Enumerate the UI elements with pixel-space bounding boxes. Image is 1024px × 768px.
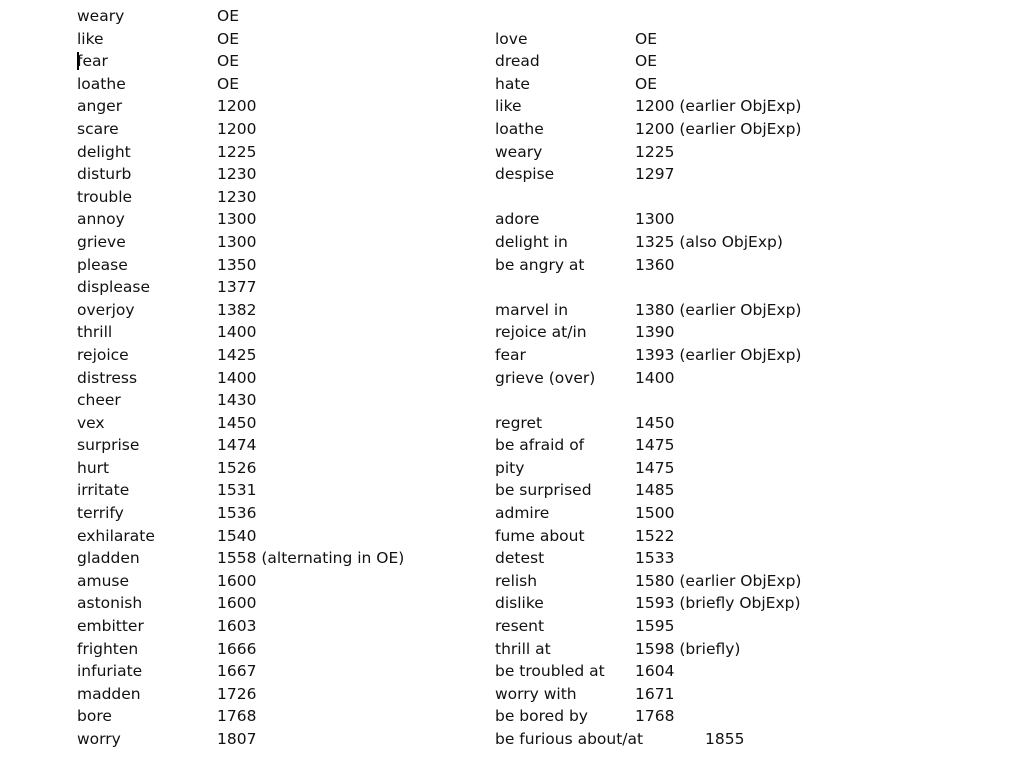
attestation-date: 1390	[635, 323, 675, 342]
right-column	[495, 5, 1005, 751]
verb-word: worry with	[495, 684, 577, 703]
verb-word: amuse	[77, 571, 130, 590]
attestation-date: 1580 (earlier ObjExp)	[635, 571, 802, 590]
verb-word: hate	[495, 74, 530, 93]
verb-word: be surprised	[495, 481, 592, 500]
verb-word: marvel in	[495, 300, 569, 319]
verb-word: dread	[495, 52, 540, 71]
table-row	[77, 254, 477, 277]
table-row	[77, 5, 477, 28]
verb-word: distress	[77, 368, 138, 387]
table-row	[495, 276, 1005, 299]
verb-word: rejoice	[77, 345, 129, 364]
attestation-date: 1377	[217, 278, 257, 297]
verb-word: frighten	[77, 639, 139, 658]
table-row	[495, 660, 1005, 683]
verb-word: grieve	[77, 232, 126, 251]
attestation-date: 1666	[217, 639, 257, 658]
attestation-date: 1360	[635, 255, 675, 274]
table-row	[77, 367, 477, 390]
attestation-date: 1595	[635, 617, 675, 636]
verb-word: terrify	[77, 504, 124, 523]
verb-word: vex	[77, 413, 105, 432]
table-row	[495, 547, 1005, 570]
attestation-date: 1325 (also ObjExp)	[635, 232, 783, 251]
attestation-date: 1400	[217, 323, 257, 342]
table-row	[495, 525, 1005, 548]
table-row	[77, 683, 477, 706]
left-column	[77, 5, 477, 751]
attestation-date: 1200 (earlier ObjExp)	[635, 119, 802, 138]
table-row	[495, 705, 1005, 728]
verb-word: thrill at	[495, 639, 551, 658]
verb-word: please	[77, 255, 128, 274]
table-row	[495, 683, 1005, 706]
table-row	[77, 186, 477, 209]
verb-word: like	[495, 97, 522, 116]
attestation-date: OE	[217, 29, 239, 48]
verb-word: cheer	[77, 391, 121, 410]
verb-word: worry	[77, 730, 121, 748]
verb-word: rejoice at/in	[495, 323, 587, 342]
table-row	[77, 547, 477, 570]
table-row	[77, 321, 477, 344]
table-row	[495, 592, 1005, 615]
attestation-date: 1300	[217, 210, 257, 229]
attestation-date: 1230	[217, 187, 257, 206]
table-row	[77, 73, 477, 96]
verb-word: embitter	[77, 617, 144, 636]
table-row	[495, 5, 1005, 28]
table-row	[495, 367, 1005, 390]
verb-word: loathe	[495, 119, 544, 138]
attestation-date: OE	[635, 74, 657, 93]
verb-word: pity	[495, 458, 525, 477]
verb-word: be angry at	[495, 255, 585, 274]
table-row	[495, 344, 1005, 367]
attestation-date: 1350	[217, 255, 257, 274]
table-row	[495, 389, 1005, 412]
verb-word: displease	[77, 278, 151, 297]
attestation-date: 1600	[217, 594, 257, 613]
attestation-date: 1671	[635, 684, 675, 703]
table-row	[495, 163, 1005, 186]
verb-word: like	[77, 29, 104, 48]
table-row	[495, 728, 1005, 751]
attestation-date: 1425	[217, 345, 257, 364]
table-row	[495, 502, 1005, 525]
verb-word: delight in	[495, 232, 568, 251]
verb-word: astonish	[77, 594, 143, 613]
attestation-date: 1533	[635, 549, 675, 568]
table-row	[77, 502, 477, 525]
attestation-date: 1500	[635, 504, 675, 523]
verb-word: anger	[77, 97, 123, 116]
verb-word: be furious about/at	[495, 730, 644, 748]
attestation-date: OE	[635, 52, 657, 71]
verb-word: loathe	[77, 74, 126, 93]
attestation-date: 1768	[635, 707, 675, 726]
table-row	[495, 141, 1005, 164]
attestation-date: 1600	[217, 571, 257, 590]
verb-word: relish	[495, 571, 538, 590]
attestation-date: 1526	[217, 458, 257, 477]
table-row	[495, 457, 1005, 480]
table-row	[77, 705, 477, 728]
table-row	[77, 231, 477, 254]
verb-word: adore	[495, 210, 540, 229]
attestation-date: 1200	[217, 97, 257, 116]
attestation-date: OE	[217, 74, 239, 93]
table-row	[77, 344, 477, 367]
attestation-date: 1382	[217, 300, 257, 319]
table-row	[495, 73, 1005, 96]
table-row	[495, 615, 1005, 638]
verb-word: annoy	[77, 210, 125, 229]
attestation-date: 1475	[635, 458, 675, 477]
table-row	[495, 50, 1005, 73]
attestation-date: 1807	[217, 730, 257, 748]
table-row	[495, 95, 1005, 118]
attestation-date: 1598 (briefly)	[635, 639, 741, 658]
attestation-date: 1475	[635, 436, 675, 455]
table-row	[77, 479, 477, 502]
table-row	[495, 118, 1005, 141]
table-row	[77, 208, 477, 231]
verb-word: fear	[495, 345, 526, 364]
verb-word: madden	[77, 684, 141, 703]
verb-word: resent	[495, 617, 545, 636]
attestation-date: 1393 (earlier ObjExp)	[635, 345, 802, 364]
attestation-date: 1540	[217, 526, 257, 545]
attestation-date: 1450	[635, 413, 675, 432]
attestation-date: 1225	[635, 142, 675, 161]
verb-word: detest	[495, 549, 545, 568]
verb-word: hurt	[77, 458, 110, 477]
attestation-date: 1855	[705, 730, 745, 748]
verb-word: irritate	[77, 481, 130, 500]
attestation-date: 1430	[217, 391, 257, 410]
table-row	[495, 299, 1005, 322]
attestation-date: 1400	[635, 368, 675, 387]
verb-word: bore	[77, 707, 112, 726]
table-row	[495, 638, 1005, 661]
table-row	[77, 434, 477, 457]
verb-word: disturb	[77, 165, 132, 184]
attestation-date: 1485	[635, 481, 675, 500]
table-row	[495, 231, 1005, 254]
attestation-date: 1297	[635, 165, 675, 184]
table-row	[495, 321, 1005, 344]
verb-word: trouble	[77, 187, 133, 206]
verb-word: despise	[495, 165, 555, 184]
table-row	[77, 141, 477, 164]
attestation-date: 1593 (briefly ObjExp)	[635, 594, 801, 613]
attestation-date: 1558 (alternating in OE)	[217, 549, 405, 568]
verb-word: overjoy	[77, 300, 135, 319]
attestation-date: 1474	[217, 436, 257, 455]
table-row	[77, 276, 477, 299]
table-row	[77, 299, 477, 322]
table-row	[77, 615, 477, 638]
verb-word: delight	[77, 142, 131, 161]
attestation-date: 1604	[635, 662, 675, 681]
table-row	[77, 638, 477, 661]
attestation-date: 1200	[217, 119, 257, 138]
verb-word: fume about	[495, 526, 585, 545]
table-row	[495, 186, 1005, 209]
verb-word: regret	[495, 413, 543, 432]
attestation-date: 1230	[217, 165, 257, 184]
attestation-date: 1300	[635, 210, 675, 229]
attestation-date: OE	[635, 29, 657, 48]
verb-word: weary	[495, 142, 543, 161]
attestation-date: 1536	[217, 504, 257, 523]
table-row	[77, 28, 477, 51]
attestation-date: 1300	[217, 232, 257, 251]
attestation-date: 1768	[217, 707, 257, 726]
attestation-date: 1531	[217, 481, 257, 500]
table-row	[495, 412, 1005, 435]
table-row	[77, 592, 477, 615]
verb-word: thrill	[77, 323, 113, 342]
table-row	[495, 28, 1005, 51]
attestation-date: 1400	[217, 368, 257, 387]
table-row	[77, 50, 477, 73]
table-row	[495, 254, 1005, 277]
verb-word: gladden	[77, 549, 140, 568]
table-row	[495, 570, 1005, 593]
attestation-date: 1667	[217, 662, 257, 681]
attestation-date: 1380 (earlier ObjExp)	[635, 300, 802, 319]
attestation-date: 1200 (earlier ObjExp)	[635, 97, 802, 116]
table-row	[77, 525, 477, 548]
verb-word: grieve (over)	[495, 368, 596, 387]
table-row	[77, 389, 477, 412]
verb-word: fear	[77, 52, 108, 71]
table-row	[77, 118, 477, 141]
table-row	[77, 412, 477, 435]
verb-word: love	[495, 29, 528, 48]
table-row	[77, 95, 477, 118]
verb-word: exhilarate	[77, 526, 155, 545]
attestation-date: 1225	[217, 142, 257, 161]
attestation-date: 1603	[217, 617, 257, 636]
verb-word: be troubled at	[495, 662, 605, 681]
verb-word: dislike	[495, 594, 544, 613]
attestation-date: 1726	[217, 684, 257, 703]
attestation-date: 1450	[217, 413, 257, 432]
table-row	[77, 728, 477, 751]
verb-word: admire	[495, 504, 550, 523]
table-row	[77, 163, 477, 186]
table-row	[495, 208, 1005, 231]
verb-word: surprise	[77, 436, 140, 455]
attestation-date: OE	[217, 52, 239, 71]
verb-word: be afraid of	[495, 436, 585, 455]
table-row	[77, 660, 477, 683]
verb-word: scare	[77, 119, 119, 138]
attestation-date: OE	[217, 7, 239, 25]
verb-word: weary	[77, 7, 125, 25]
table-row	[77, 457, 477, 480]
verb-word: be bored by	[495, 707, 588, 726]
verb-word: infuriate	[77, 662, 143, 681]
attestation-date: 1522	[635, 526, 675, 545]
table-row	[495, 479, 1005, 502]
table-row	[77, 570, 477, 593]
table-row	[495, 434, 1005, 457]
